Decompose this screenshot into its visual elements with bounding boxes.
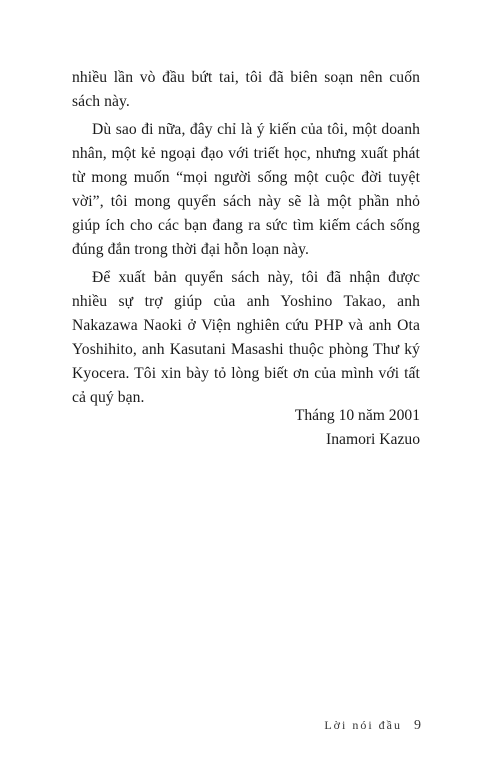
signature-date: Tháng 10 năm 2001 (294, 407, 420, 424)
signature-author: Inamori Kazuo (326, 431, 420, 448)
body-text (72, 66, 420, 410)
paragraph-3: Để xuất bản quyển sách này, tôi đã nhận được nhiều sự trợ giúp của anh Yoshino Takao, anh Nakazawa Naoki ở Viện nghiên cứu PHP và anh Ota Yoshihito, anh Kasutani Masashi thuộc phòng Thư ký Kyocera. Tôi xin bày tỏ lòng biết ơn của mình với tất cả quý bạn. (72, 269, 420, 406)
signature-block (295, 404, 420, 452)
running-title: Lời nói đầu (324, 718, 402, 732)
paragraph-2: Dù sao đi nữa, đây chỉ là ý kiến của tôi, một doanh nhân, một kẻ ngoại đạo với triết học, nhưng xuất phát từ mong muốn “mọi người sống một cuộc đời tuyệt vời”, tôi mong quyển sách này sẽ là một phần nhỏ giúp ích cho các bạn đang ra sức tìm kiếm cách sống đúng đắn trong thời đại hỗn loạn này. (72, 121, 420, 258)
page-number: 9 (414, 718, 421, 733)
paragraph-continuation: nhiều lần vò đầu bứt tai, tôi đã biên soạn nên cuốn sách này. (72, 69, 420, 110)
page-footer (324, 718, 421, 734)
